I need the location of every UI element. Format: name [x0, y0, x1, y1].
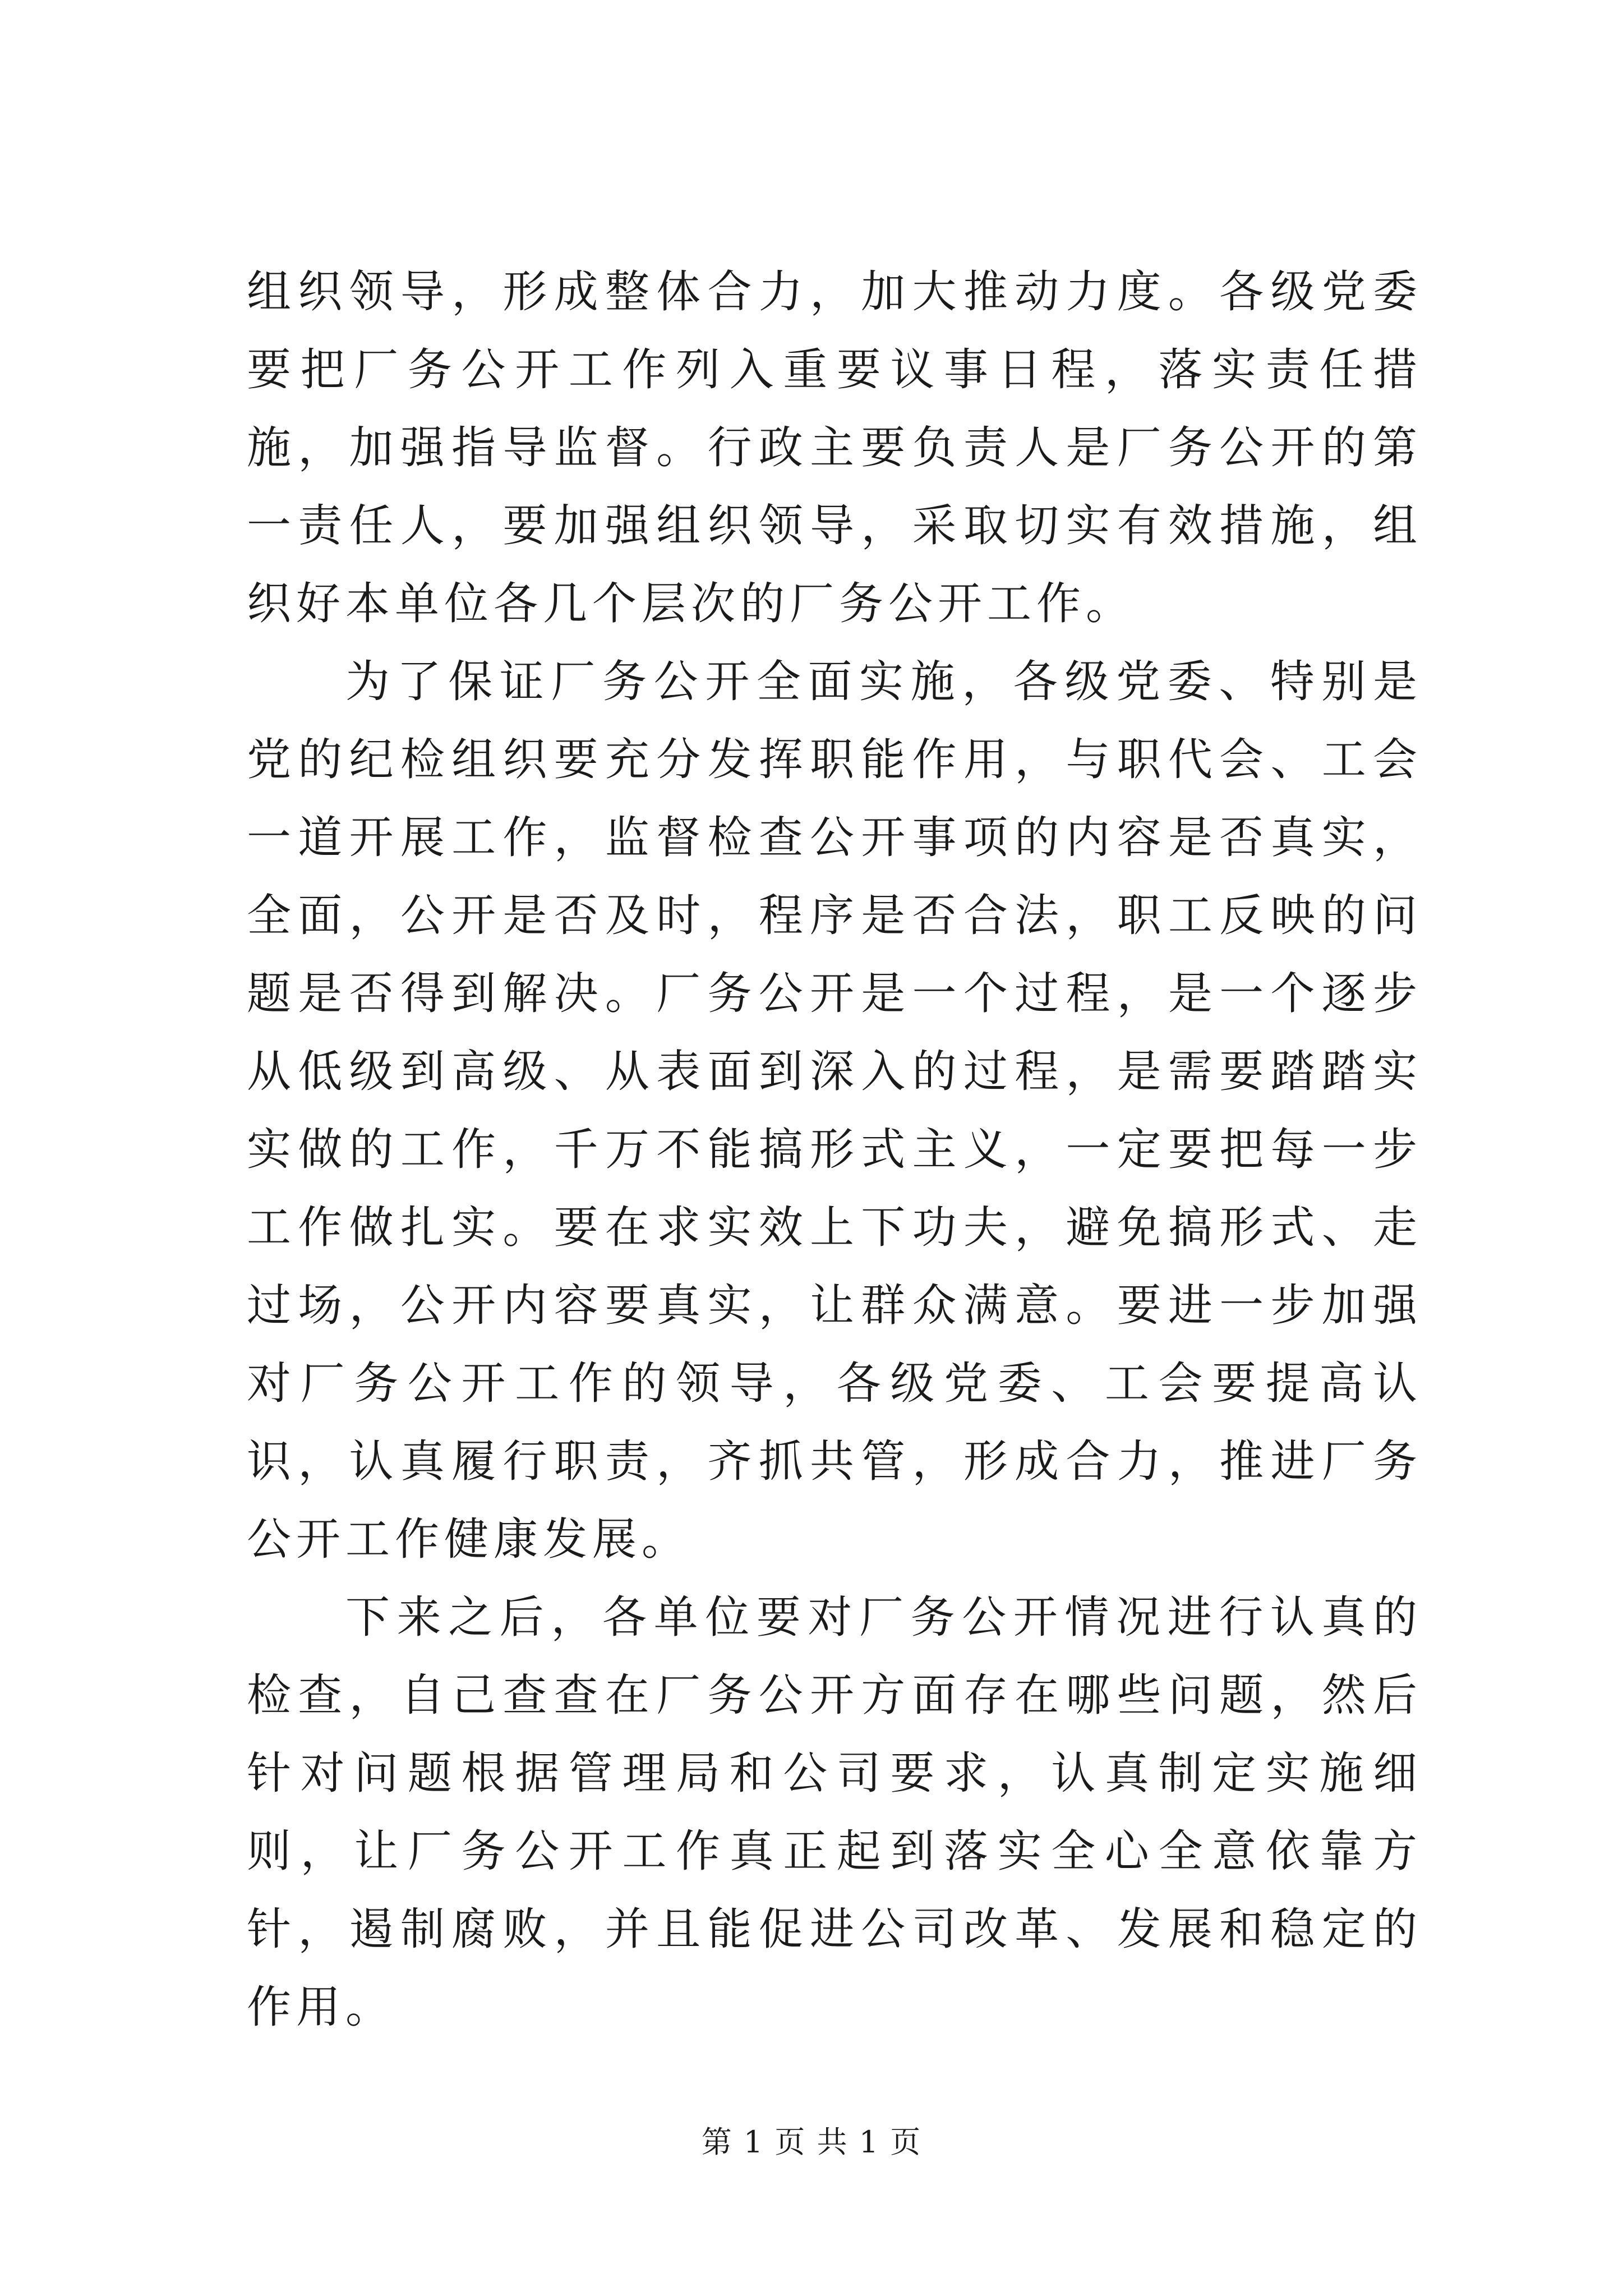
page-number-footer: 第 1 页 共 1 页 [701, 2124, 922, 2160]
document-body [247, 253, 1422, 2046]
paragraph-2: 为了保证厂务公开全面实施，各级党委、特别是党的纪检组织要充分发挥职能作用，与职代会、工会一道开展工作，监督检查公开事项的内容是否真实，全面，公开是否及时，程序是否合法，职工反映的问题是否得到解决。厂务公开是一个过程，是一个逐步从低级到高级、从表面到深入的过程，是需要踏踏实实做的工作，千万不能搞形式主义，一定要把每一步工作做扎实。要在求实效上下功夫，避免搞形式、走过场，公开内容要真实，让群众满意。要进一步加强对厂务公开工作的领导，各级党委、工会要提高认识，认真履行职责，齐抓共管，形成合力，推进厂务公开工作健康发展。 [247, 656, 1422, 1565]
paragraph-3: 下来之后，各单位要对厂务公开情况进行认真的检查，自己查查在厂务公开方面存在哪些问题，然后针对问题根据管理局和公司要求，认真制定实施细则，让厂务公开工作真正起到落实全心全意依靠方针，遏制腐败，并且能促进公司改革、发展和稳定的作用。 [247, 1591, 1422, 2033]
paragraph-1: 组织领导，形成整体合力，加大推动力度。各级党委要把厂务公开工作列入重要议事日程，落实责任措施，加强指导监督。行政主要负责人是厂务公开的第一责任人，要加强组织领导，采取切实有效措施，组织好本单位各几个层次的厂务公开工作。 [247, 266, 1422, 629]
